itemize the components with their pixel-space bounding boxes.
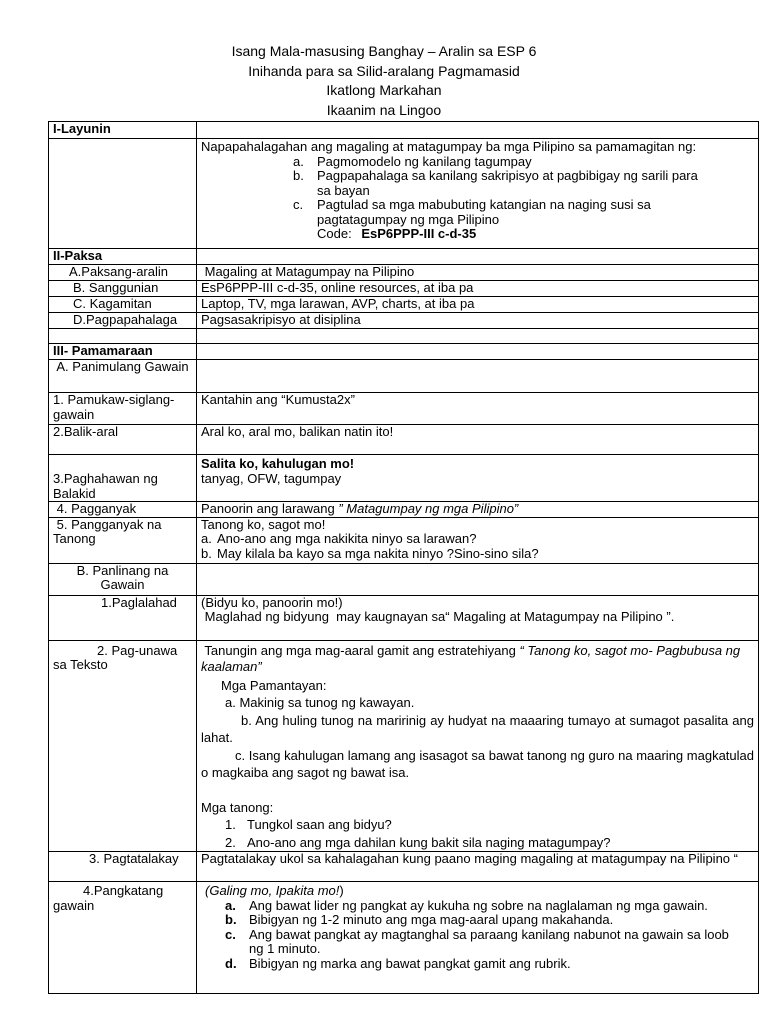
mga-tanong-list [225,816,754,851]
list-item: d. Bibigyan ng marka ang bawat pangkat gamit ang rubrik. [225,955,571,971]
paglalahad-content: (Bidyu ko, panoorin mo!) Maglahad ng bidyung may kaugnayan sa“ Magaling at Matagumpay na Pilipino ”. [197,595,759,640]
document-header [0,42,768,120]
list-item: b. Pagpapahalaga sa kanilang sakripisyo at pagbibigay ng sarili para sa bayan [293,168,698,198]
list-item: a. Pagmomodelo ng kanilang tagumpay [293,153,532,169]
pamantayan-c: c. Isang kahulugan lamang ang isasagot sa bawat tanong ng guro na maaring magkatulad o magkaiba ang sagot ng bawat isa. [201,747,754,780]
section-paksa-label: II-Paksa [49,249,197,265]
tanong-title: Tanong ko, sagot mo! [201,517,326,532]
paksa-label-c: C. Kagamitan [49,297,197,313]
pamantayan-a: a. Makinig sa tunog ng kawayan. [225,695,415,710]
tanong-list [201,532,754,561]
header-title: Isang Mala-masusing Banghay – Aralin sa ESP 6 [231,43,537,59]
balik-aral-value: Aral ko, aral mo, balikan natin ito! [197,425,759,455]
panimulang-gawain-label: A. Panimulang Gawain [49,360,197,393]
pangganyak-tanong-label: 5. Pangganyak na Tanong [49,517,197,563]
list-item: c. Pagtulad sa mga mabubuting katangian na naging susi sa pagtatagumpay ng mga Pilipino [293,197,651,227]
list-item: a. Ano-ano ang mga nakikita ninyo sa larawan? [201,531,477,546]
paghahawan-words: tanyag, OFW, tagumpay [201,470,342,486]
pangganyak-tanong-content [197,517,759,563]
paksa-value-d: Pagsasakripisyo at disiplina [197,313,759,329]
pamukaw-label: 1. Pamukaw-siglang-gawain [49,393,197,425]
layunin-intro: Napapahalagahan ang magaling at matagumpay ba mga Pilipino sa pamamagitan ng: [201,139,697,154]
header-subtitle: Inihanda para sa Silid-aralang Pagmamasid [248,62,520,79]
pag-unawa-content: Tanungin ang mga mag-aaral gamit ang estratehiyang “ Tanong ko, sagot mo- Pagbubusa ng kaalaman” Mga Pamantayan: a. Makinig sa tunog ng kawayan. b. Ang huling tunog na maririnig ay hudyat na maaaring tumayo at sumagot pasalita ang lahat. c. Isang kahulugan lamang ang isasagot sa bawat tanong ng guro na maaring magkatulad o magkaiba ang sagot ng bawat isa. Mga tanong: 1. Tungkol saan ang bidyu? 2. Ano-ano ang mga dahilan kung bakit sila naging matagumpay? [197,640,759,852]
header-quarter: Ikatlong Markahan [326,82,442,98]
paksa-label-a: A.Paksang-aralin [49,265,197,281]
pamantayan-label: Mga Pamantayan: [221,677,327,693]
list-item: a. Ang bawat lider ng pangkat ay kukuha ng sobre na naglalaman ng mga gawain. [225,897,708,913]
lesson-plan-table [48,121,759,994]
pagtatalakay-value: Pagtatalakay ukol sa kahalagahan kung paano maging magaling at matagumpay na Pilipino “ [197,852,759,882]
header-week: Ikaanim na Lingoo [326,101,442,118]
paksa-label-b: B. Sanggunian [49,281,197,297]
pagtatalakay-label: 3. Pagtatalakay [49,852,197,882]
list-item: b. Bibigyan ng 1-2 minuto ang mga mag-aaral upang makahanda. [225,912,614,927]
pangkatang-list [225,899,754,972]
paglalahad-label: 1.Paglalahad [49,595,197,640]
section-pamamaraan-label: III- Pamamaraan [49,344,197,360]
balik-aral-label: 2.Balik-aral [49,425,197,455]
list-item: 1. Tungkol saan ang bidyu? [225,817,392,832]
panlinang-gawain-label: B. Panlinang na Gawain [49,563,197,595]
section-layunin-label: I-Layunin [49,122,197,139]
paksa-value-c: Laptop, TV, mga larawan, AVP, charts, at iba pa [197,297,759,313]
pag-unawa-label: 2. Pag-unawa sa Teksto [49,640,197,852]
paksa-label-d: D.Pagpapahalaga [49,313,197,329]
layunin-list [293,155,754,228]
paghahawan-title: Salita ko, kahulugan mo! [201,456,355,471]
paghahawan-label: 3.Paghahawan ng Balakid [49,455,197,502]
pamukaw-value: Kantahin ang “Kumusta2x” [197,393,759,425]
pagganyak-value: Panoorin ang larawang ” Matagumpay ng mga Pilipino” [197,502,759,518]
competency-code: Code: EsP6PPP-III c-d-35 [317,226,477,241]
list-item: 2. Ano-ano ang mga dahilan kung bakit sila naging matagumpay? [225,834,611,850]
paghahawan-content [197,455,759,502]
pamantayan-b: b. Ang huling tunog na maririnig ay hudyat na maaaring tumayo at sumagot pasalita ang lahat. [201,712,754,745]
pangkatang-gawain-content: (Galing mo, Ipakita mo!) a. Ang bawat lider ng pangkat ay kukuha ng sobre na naglalaman ng mga gawain. b. Bibigyan ng 1-2 minuto ang mga mag-aaral upang makahanda. c. Ang bawat pangkat ay magtanghal sa paraang kanilang nabunot na gawain sa loob ng 1 minuto. d. Bibigyan ng marka ang bawat pangkat gamit ang rubrik. [197,882,759,994]
list-item: c. Ang bawat pangkat ay magtanghal sa paraang kanilang nabunot na gawain sa loob ng 1 minuto. [225,926,729,956]
pangkatang-gawain-label: 4.Pangkatang gawain [49,882,197,994]
paksa-value-a: Magaling at Matagumpay na Pilipino [197,265,759,281]
layunin-content [197,139,759,249]
paksa-value-b: EsP6PPP-III c-d-35, online resources, at iba pa [197,281,759,297]
list-item: b. May kilala ba kayo sa mga nakita ninyo ?Sino-sino sila? [201,545,539,561]
mga-tanong-label: Mga tanong: [201,799,274,815]
pagganyak-label: 4. Pagganyak [49,502,197,518]
